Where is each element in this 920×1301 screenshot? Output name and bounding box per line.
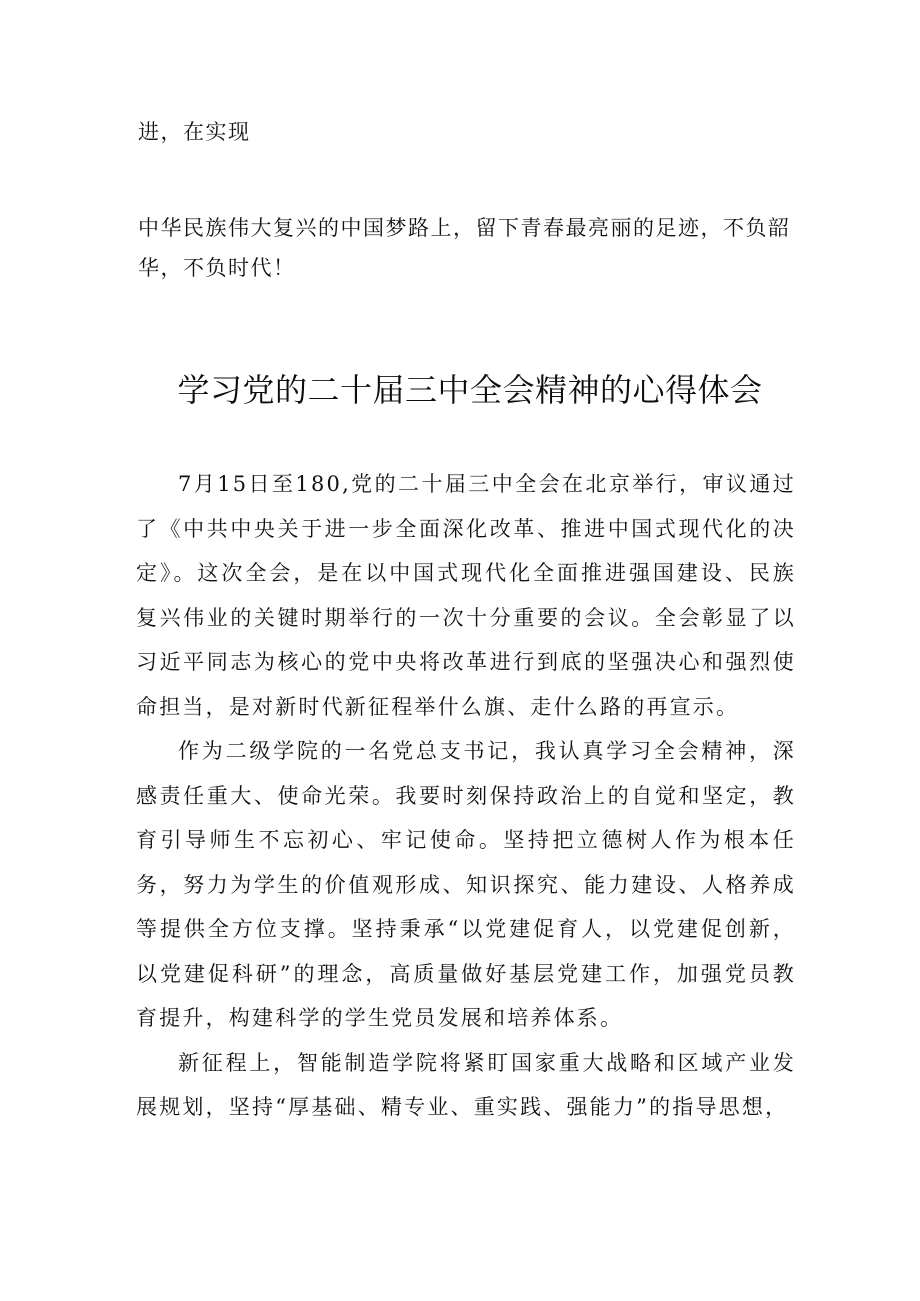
fragment-line: 进，在实现 bbox=[138, 120, 251, 144]
paragraph: 新征程上，智能制造学院将紧盯国家重大战略和区域产业发展规划，坚持“厚基础、精专业、重实践、强能力”的指导思想， bbox=[136, 1050, 796, 1119]
document-body bbox=[136, 462, 796, 1130]
document-title: 学习党的二十届三中全会精神的心得体会 bbox=[177, 371, 763, 409]
paragraph: 7月15日至180,党的二十届三中全会在北京举行，审议通过了《中共中央关于进一步全面深化改革、推进中国式现代化的决定》。这次全会，是在以中国式现代化全面推进强国建设、民族复兴伟业的关键时期举行的一次十分重要的会议。全会彰显了以习近平同志为核心的党中央将改革进行到底的坚强决心和强烈使命担当，是对新时代新征程举什么旗、走什么路的再宣示。 bbox=[136, 472, 796, 719]
fragment-line: 中华民族伟大复兴的中国梦路上，留下青春最亮丽的足迹，不负韶华，不负时代！ bbox=[138, 216, 791, 280]
paragraph: 作为二级学院的一名党总支书记，我认真学习全会精神，深感责任重大、使命光荣。我要时刻保持政治上的自觉和坚定，教育引导师生不忘初心、牢记使命。坚持把立德树人作为根本任务，努力为学生的价值观形成、知识探究、能力建设、人格养成等提供全方位支撑。坚持秉承“以党建促育人，以党建促创新，以党建促科研”的理念，高质量做好基层党建工作，加强党员教育提升，构建科学的学生党员发展和培养体系。 bbox=[136, 739, 796, 1030]
